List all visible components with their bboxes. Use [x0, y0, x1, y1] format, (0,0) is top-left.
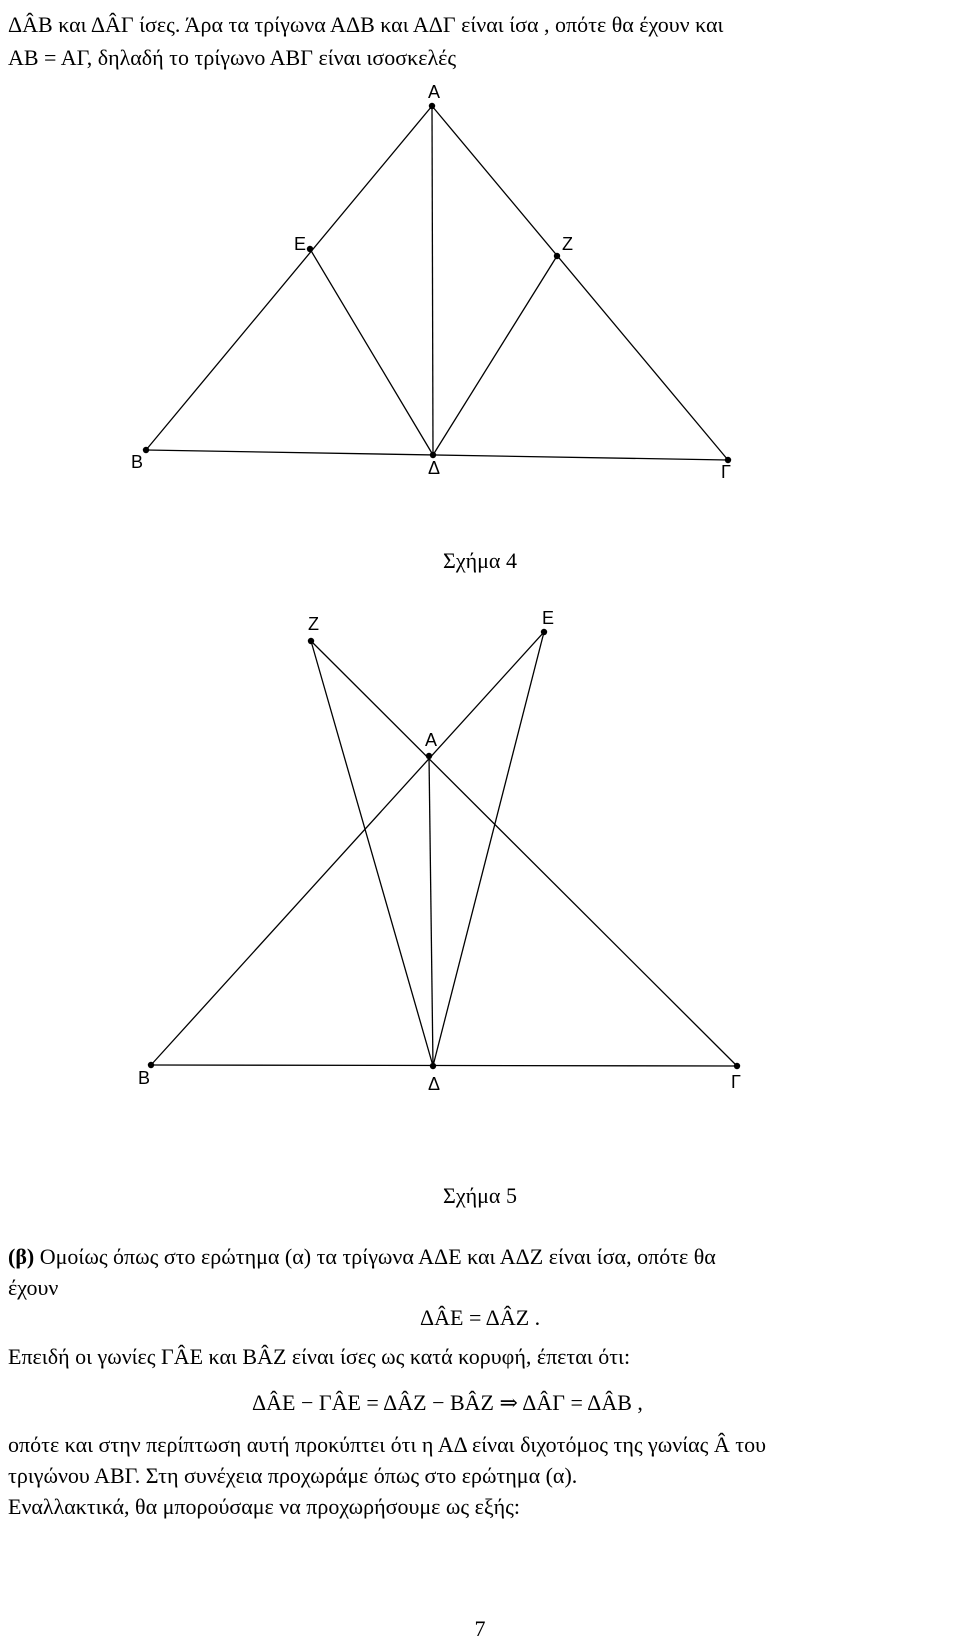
equation-1: ΔÂΕ = ΔÂΖ . — [420, 1305, 541, 1330]
point-E — [541, 629, 547, 635]
page-number: 7 — [474, 1616, 486, 1641]
equation-2: ΔÂΕ − ΓÂΕ = ΔÂΖ − ΒÂΖ ⇒ ΔÂΓ = ΔÂΒ , — [252, 1390, 643, 1415]
segment-AG — [432, 106, 728, 460]
segment-BG — [151, 1065, 737, 1066]
label-G: Γ — [721, 462, 731, 482]
text-conclusion-2: τριγώνου ΑΒΓ. Στη συνέχεια προχωράμε όπως στο ερώτημα (α). — [8, 1463, 578, 1488]
text-alternative: Εναλλακτικά, θα μπορούσαμε να προχωρήσουμε ως εξής: — [8, 1494, 520, 1519]
figure-4 — [0, 0, 960, 520]
label-E: Ε — [294, 234, 307, 254]
part-b-line-2: έχουν — [8, 1275, 59, 1300]
point-E — [307, 246, 313, 252]
figure-5 — [0, 600, 960, 1160]
label-B: Β — [138, 1068, 151, 1088]
label-D: Δ — [428, 458, 441, 478]
segment-ZD — [311, 641, 433, 1066]
segment-AD — [429, 756, 433, 1066]
segment-ED — [433, 632, 544, 1066]
label-Z: Ζ — [562, 234, 573, 254]
label-A: Α — [428, 82, 441, 102]
point-Z — [554, 253, 560, 259]
segment-AB — [146, 106, 432, 450]
text-line-1: ΔÂΒ και ΔÂΓ ίσες. Άρα τα τρίγωνα ΑΔΒ και ΑΔΓ είναι ίσα , οπότε θα έχουν και — [8, 12, 724, 37]
point-Z — [308, 638, 314, 644]
figure-4-caption: Σχήμα 4 — [443, 548, 517, 573]
label-Z: Ζ — [308, 614, 319, 634]
text-conclusion-1: οπότε και στην περίπτωση αυτή προκύπτει ότι η ΑΔ είναι διχοτόμος της γωνίας Â του — [8, 1432, 766, 1457]
point-B — [143, 447, 149, 453]
segment-EB — [151, 632, 544, 1065]
label-G: Γ — [731, 1072, 741, 1092]
text-since: Επειδή οι γωνίες ΓÂΕ και ΒÂΖ είναι ίσες ως κατά κορυφή, έπεται ότι: — [8, 1344, 631, 1369]
part-b-text: Ομοίως όπως στο ερώτημα (α) τα τρίγωνα ΑΔΕ και ΑΔΖ είναι ίσα, οπότε θα — [34, 1244, 716, 1269]
point-G — [734, 1063, 740, 1069]
part-b-label: (β) — [8, 1244, 35, 1269]
segment-ED — [310, 249, 433, 455]
point-A — [426, 753, 432, 759]
point-A — [429, 103, 435, 109]
part-b-line-1 — [8, 1244, 716, 1270]
segment-ZG — [311, 641, 737, 1066]
segment-AD — [432, 106, 433, 455]
label-E: Ε — [542, 608, 555, 628]
label-D: Δ — [428, 1074, 441, 1094]
label-B: Β — [131, 452, 144, 472]
point-D — [430, 1063, 436, 1069]
segment-ZD — [433, 256, 557, 455]
text-line-2: ΑΒ = ΑΓ, δηλαδή το τρίγωνο ΑΒΓ είναι ισοσκελές — [8, 45, 457, 70]
label-A: Α — [425, 730, 438, 750]
figure-5-caption: Σχήμα 5 — [443, 1183, 517, 1208]
